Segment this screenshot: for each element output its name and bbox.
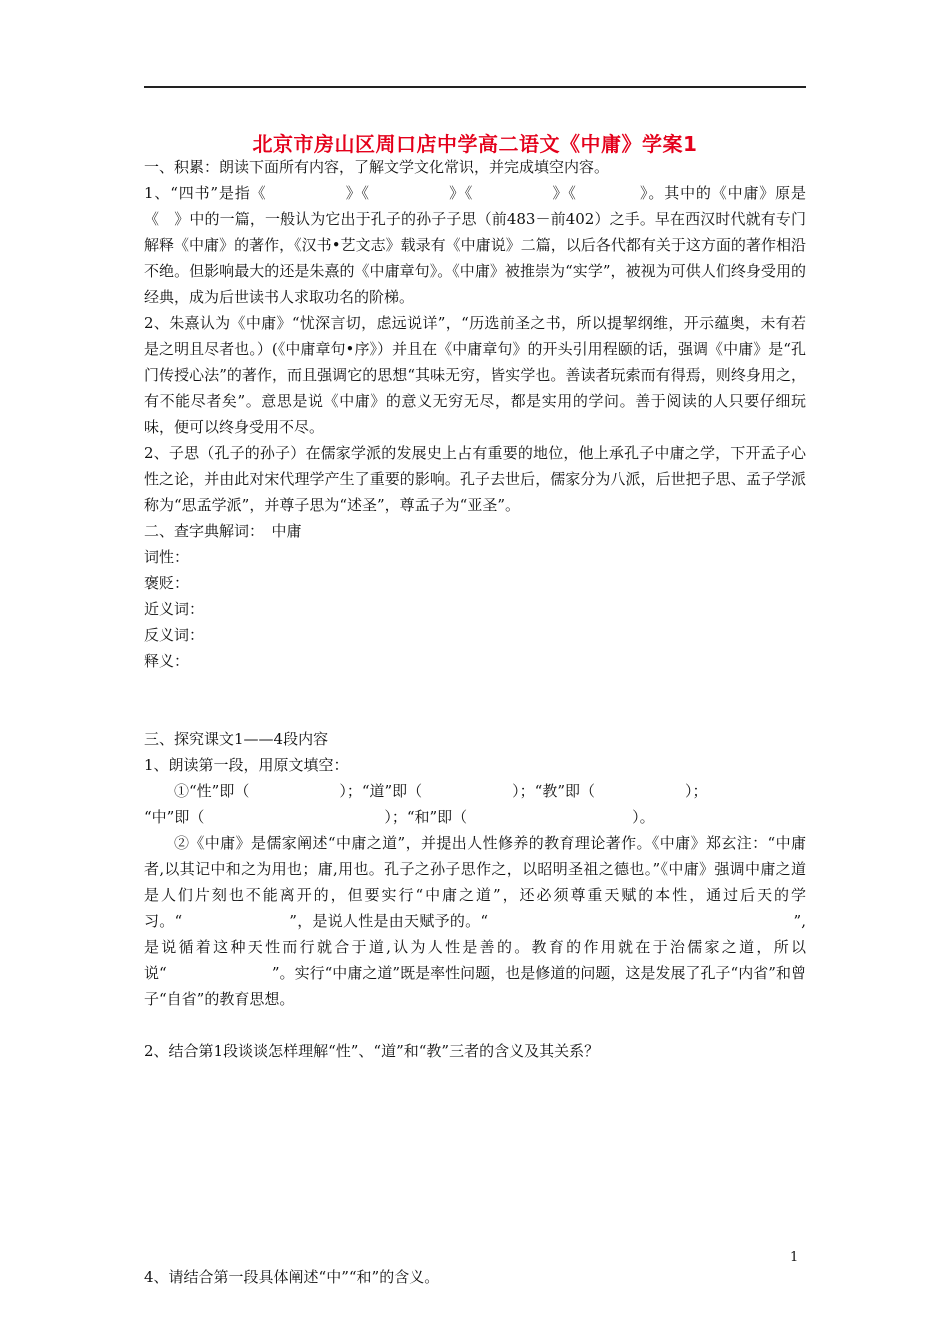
section-1-heading: 一、积累：朗读下面所有内容，了解文学文化常识，并完成填空内容。 (144, 158, 610, 176)
question-1-paragraph: ②《中庸》是儒家阐述“中庸之道”，并提出人性修养的教育理论著作。《中庸》郑玄注：“中庸者,以其记中和之为用也；庸,用也。孔子之孙子思作之，以昭明圣祖之德也。”《中庸》强调中庸之道是人们片刻也不能离开的，但要实行“中庸之道”，还必须尊重天赋的本性，通过后天的学习。“ ”，是说人性是由天赋予的。“ ”,是说循着这种天性而行就合于道,认为人性是善的。教育的作用就在于治儒家之道，所以说“ ”。实行“中庸之道”既是率性问题，也是修道的问题，这是发展了孔子“内省”和曾子“自省”的教育思想。 (144, 834, 806, 1008)
paragraph-2: 2、朱熹认为《中庸》“忧深言切，虑远说详”，“历选前圣之书，所以提挈纲维，开示蕴奥，未有若是之明且尽者也。）(《中庸章句•序》）并且在《中庸章句》的开头引用程颐的话，强调《中庸》是“孔门传授心法”的著作，而且强调它的思想“其味无穷，皆实学也。善读者玩索而有得焉，则终身用之，有不能尽者矣”。意思是说《中庸》的意义无穷无尽，都是实用的学问。善于阅读的人只要仔细玩味，便可以终身受用不尽。 (144, 314, 806, 436)
question-4: 4、请结合第一段具体阐述“中”“和”的含义。 (144, 1268, 440, 1286)
paragraph-3: 2、子思（孔子的孙子）在儒家学派的发展史上占有重要的地位，他上承孔子中庸之学，下开孟子心性之论，并由此对宋代理学产生了重要的影响。孔子去世后，儒家分为八派，后世把子思、孟子学派称为“思孟学派”，并尊子思为“述圣”，尊孟子为“亚圣”。 (144, 444, 806, 514)
page-number: 1 (790, 1250, 799, 1265)
term-definition: 释义： (144, 652, 190, 670)
section-3-heading: 三、探究课文1——4段内容 (144, 730, 329, 748)
spacer (144, 1012, 806, 1038)
header-rule (144, 86, 806, 88)
question-1-fill-b: “中”即（ ）；“和”即（ ）。 (144, 808, 655, 826)
term-synonym: 近义词： (144, 600, 205, 618)
paragraph-1: 1、“四书”是指《 》《 》《 》《 》。其中的《中庸》原是《 》中的一篇，一般认为它出于孔子的孙子子思（前483－前402）之手。早在西汉时代就有专门解释《中庸》的著作，《汉书•艺文志》载录有《中庸说》二篇，以后各代都有关于这方面的著作相沿不绝。但影响最大的还是朱熹的《中庸章句》。《中庸》被推崇为“实学”，被视为可供人们终身受用的经典，成为后世读书人求取功名的阶梯。 (144, 184, 806, 306)
document-body (144, 154, 806, 1290)
question-1-fill-a: ①“性”即（ ）；“道”即（ ）；“教”即（ ）； (174, 782, 708, 800)
spacer (144, 674, 806, 726)
answer-space (144, 1064, 806, 1164)
question-2: 2、结合第1段谈谈怎样理解“性”、“道”和“教”三者的含义及其关系？ (144, 1042, 600, 1060)
page-title: 北京市房山区周口店中学高二语文《中庸》学案1 (252, 132, 698, 156)
question-1-label: 1、朗读第一段，用原文填空： (144, 756, 349, 774)
answer-space (144, 1164, 806, 1264)
term-connotation: 褒贬： (144, 574, 190, 592)
term-part-of-speech: 词性： (144, 548, 190, 566)
section-2-heading: 二、查字典解词： 中庸 (144, 522, 302, 540)
term-antonym: 反义词： (144, 626, 205, 644)
